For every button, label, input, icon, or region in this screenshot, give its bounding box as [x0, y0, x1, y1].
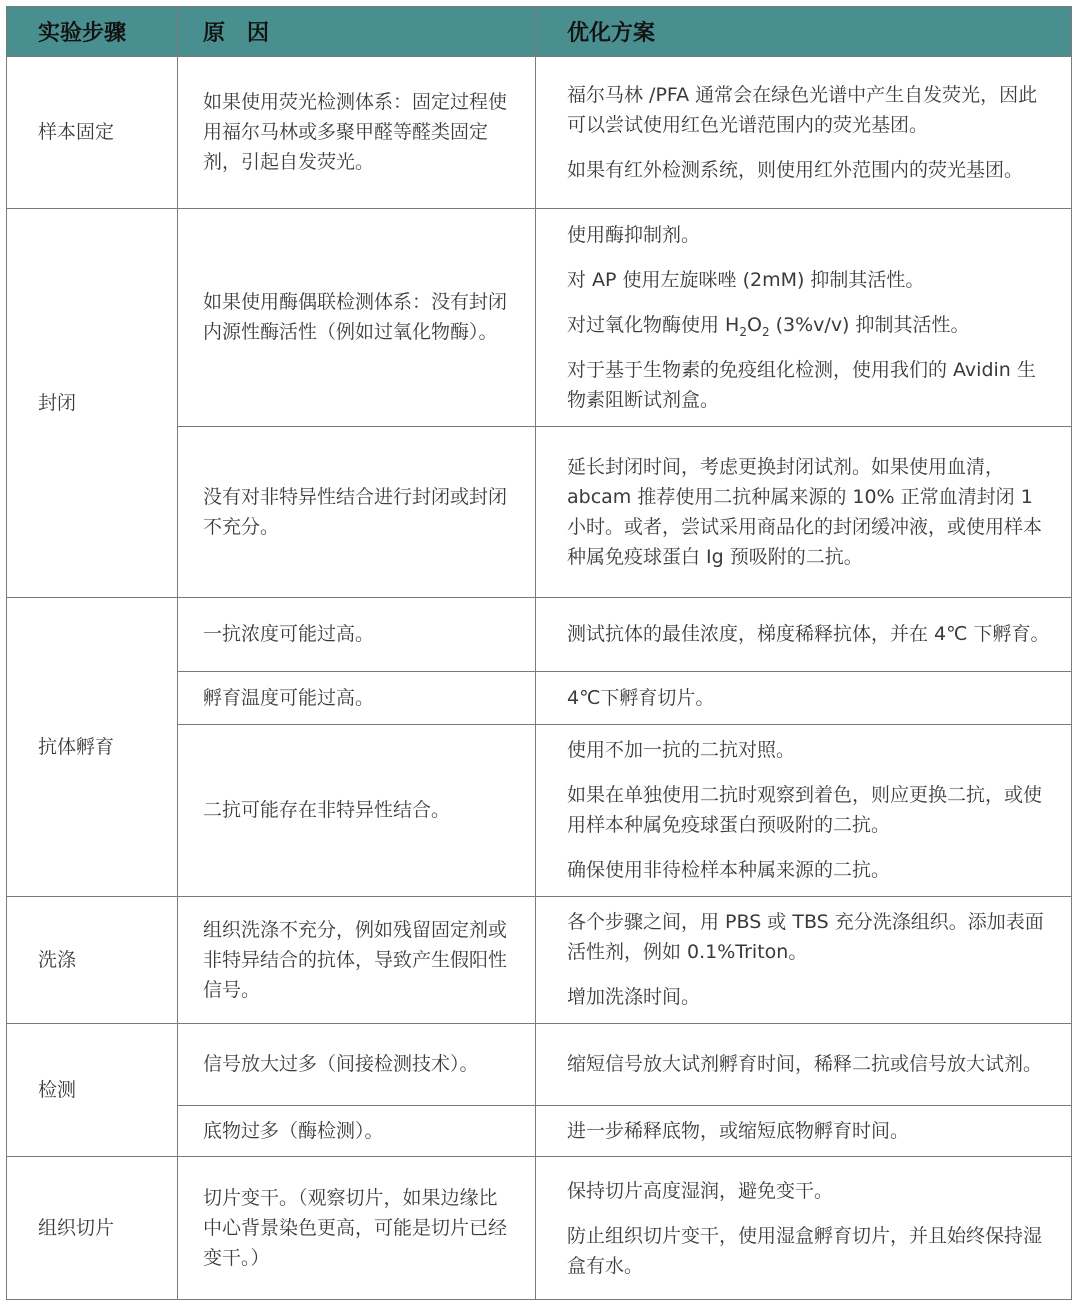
- reason-section: 切片变干。（观察切片，如果边缘比中心背景染色更高，可能是切片已经变干。）: [203, 1187, 508, 1269]
- solution-text-h2o2: 对过氧化物酶使用 $H_2O_2$ (3%v/v) 抑制其活性。: [567, 313, 970, 339]
- grid-line: [6, 896, 1072, 897]
- reason-substrate: 底物过多（酶检测）。: [203, 1119, 384, 1142]
- grid-line: [6, 597, 1072, 598]
- solution-fixation: [535, 56, 1072, 208]
- grid-line: [6, 56, 1072, 57]
- grid-line: [6, 1023, 1072, 1024]
- solution-text: 防止组织切片变干，使用湿盒孵育切片，并且始终保持湿盒有水。: [567, 1224, 1043, 1277]
- solution-text: 如果有红外检测系统，则使用红外范围内的荧光基团。: [567, 158, 1024, 181]
- solution-substrate: 进一步稀释底物，或缩短底物孵育时间。: [567, 1119, 910, 1142]
- grid-line: [6, 1156, 1072, 1157]
- grid-line: [177, 671, 1072, 672]
- solution-text: 如果在单独使用二抗时观察到着色，则应更换二抗，或使用样本种属免疫球蛋白预吸附的二抗。: [567, 784, 1043, 836]
- grid-line: [177, 724, 1072, 725]
- step-washing: 洗涤: [38, 948, 77, 971]
- solution-text: 福尔马林 /PFA 通常会在绿色光谱中产生自发荧光，因此可以尝试使用红色光谱范围内的荧光基团。: [567, 83, 1038, 136]
- step-blocking: 封闭: [38, 391, 77, 414]
- header-solution: 优化方案: [535, 6, 1072, 56]
- header-reason: 原 因: [177, 6, 535, 56]
- solution-primary-conc: 测试抗体的最佳浓度，梯度稀释抗体，并在 4℃ 下孵育。: [567, 623, 1050, 645]
- solution-blocking-nonspecific: 延长封闭时间，考虑更换封闭试剂。如果使用血清，abcam 推荐使用二抗种属来源的 10% 正常血清封闭 1 小时。或者，尝试采用商品化的封闭缓冲液，或使用样本种属免疫球蛋白 Ig 预吸附的二抗。: [567, 455, 1043, 568]
- grid-line: [6, 1299, 1072, 1300]
- solution-text: 保持切片高度湿润，避免变干。: [567, 1179, 834, 1202]
- reason-amplification: 信号放大过多（间接检测技术）。: [203, 1053, 479, 1075]
- solution-text: 对 AP 使用左旋咪唑 (2mM) 抑制其活性。: [567, 268, 925, 291]
- reason-blocking-enzyme: 如果使用酶偶联检测体系：没有封闭内源性酶活性（例如过氧化物酶）。: [203, 291, 508, 343]
- solution-temperature: 4℃下孵育切片。: [567, 686, 715, 709]
- solution-text: 使用酶抑制剂。: [567, 223, 701, 246]
- solution-text: 增加洗涤时间。: [567, 986, 701, 1008]
- grid-line: [177, 426, 1072, 427]
- step-section: 组织切片: [38, 1217, 115, 1239]
- solution-amplification: 缩短信号放大试剂孵育时间，稀释二抗或信号放大试剂。: [567, 1053, 1043, 1075]
- grid-line: [6, 6, 7, 1300]
- solution-secondary: [535, 724, 1072, 896]
- solution-text: 使用不加一抗的二抗对照。: [567, 739, 796, 761]
- reason-temperature: 孵育温度可能过高。: [203, 686, 375, 709]
- solution-text: 对于基于生物素的免疫组化检测，使用我们的 Avidin 生物素阻断试剂盒。: [567, 358, 1036, 411]
- reason-secondary: 二抗可能存在非特异性结合。: [203, 799, 451, 821]
- grid-line: [6, 208, 1072, 209]
- solution-section: [535, 1156, 1072, 1300]
- step-incubation: 抗体孵育: [38, 735, 115, 758]
- troubleshooting-table: [6, 6, 1072, 1300]
- solution-washing: [535, 896, 1072, 1023]
- reason-primary-conc: 一抗浓度可能过高。: [203, 623, 375, 645]
- solution-text: 各个步骤之间，用 PBS 或 TBS 充分洗涤组织。添加表面活性剂，例如 0.1%Triton。: [567, 911, 1044, 963]
- grid-line: [177, 1105, 1072, 1106]
- reason-blocking-nonspecific: 没有对非特异性结合进行封闭或封闭不充分。: [203, 485, 508, 538]
- step-detection: 检测: [38, 1078, 77, 1101]
- grid-line: [6, 6, 1072, 7]
- reason-washing: 组织洗涤不充分，例如残留固定剂或非特异结合的抗体，导致产生假阳性信号。: [203, 918, 508, 1001]
- step-fixation: 样本固定: [38, 121, 115, 143]
- reason-fixation: 如果使用荧光检测体系：固定过程使用福尔马林或多聚甲醛等醛类固定剂，引起自发荧光。: [203, 91, 508, 173]
- header-step: 实验步骤: [6, 6, 177, 56]
- solution-blocking-enzyme: [535, 208, 1072, 426]
- solution-text: 确保使用非待检样本种属来源的二抗。: [567, 859, 891, 881]
